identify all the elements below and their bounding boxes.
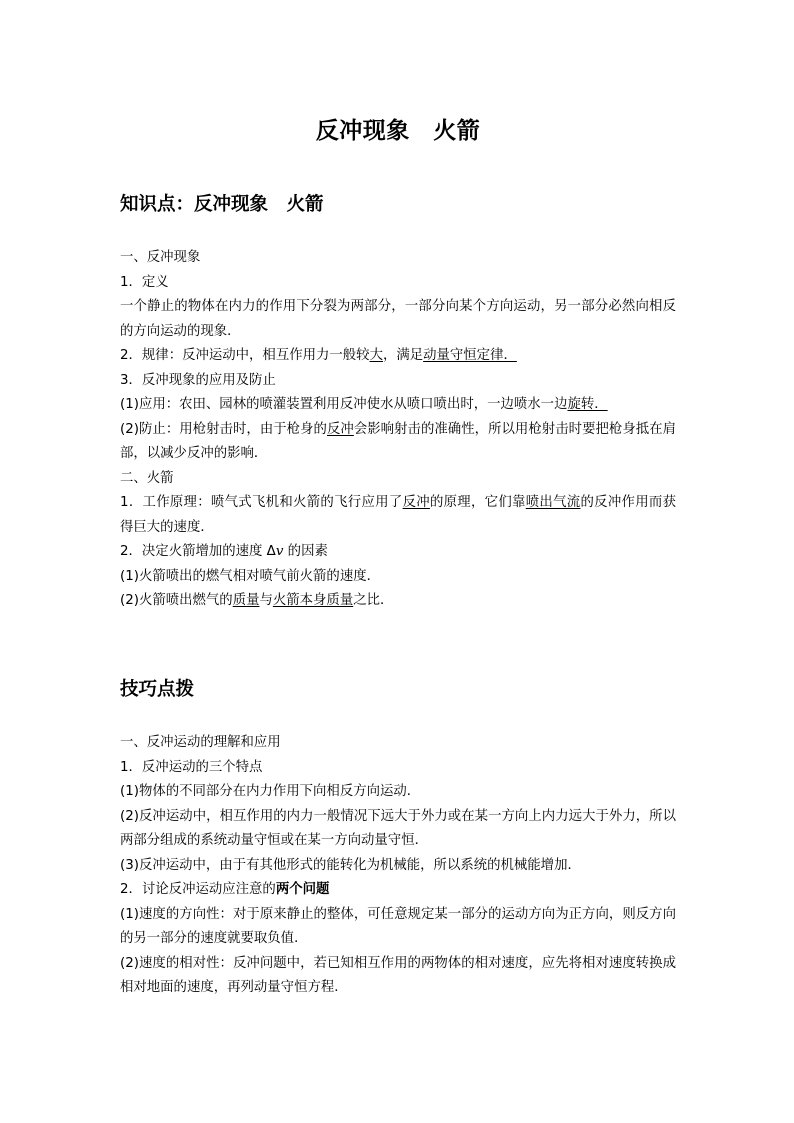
feature-three-text: (3)反冲运动中，由于有其他形式的能转化为机械能，所以系统的机械能增加． [120,857,581,873]
heading-application-prevention: 3．反冲现象的应用及防止 [120,372,276,388]
issues-bold-text: 两个问题 [275,882,330,897]
factors-text-part: 2．决定火箭增加的速度 Δ [120,544,276,559]
factor-text-part: (2)火箭喷出燃气的 [120,593,233,608]
application-text [120,393,676,418]
rule-text [120,344,676,369]
heading-two-issues [120,878,676,903]
issue-direction-text: (1)速度的方向性：对于原来静止的整体，可任意规定某一部分的运动方向为正方向，则反方向的另一部分的速度就要取负值． [120,906,676,946]
factor-two-text [120,589,676,614]
velocity-symbol: v [275,544,284,559]
principle-blank-jet: 喷出气流 [525,495,581,510]
prevention-text-part: 会影响射击的准确性，所以用枪射击时要把枪身抵在肩部，以减少反冲的影响． [120,421,677,461]
heading-recoil-understanding: 一、反冲运动的理解和应用 [120,735,281,750]
rule-blank-momentum: 动量守恒定律． [423,348,517,363]
heading-recoil-phenomenon: 一、反冲现象 [120,250,201,265]
factor-text-part: 与 [259,593,273,608]
rule-text-part: 2．规律：反冲运动中，相互作用力一般较 [120,348,370,363]
application-text-part: (1)应用：农田、园林的喷灌装置利用反冲使水从喷口喷出时，一边喷水一边 [120,397,568,412]
application-blank-rotate: 旋转． [567,397,608,412]
factor-blank-rocket-mass: 火箭本身质量 [272,593,354,608]
principle-text-part: 的反冲作用而获得巨大的速度． [120,495,677,535]
heading-definition: 1．定义 [120,274,169,290]
prevention-text-part: (2)防止：用枪射击时，由于枪身的 [120,421,327,437]
skills-body [120,731,676,1001]
principle-blank-recoil: 反冲 [402,495,430,510]
factor-text-part: 之比． [353,593,394,608]
factors-text-part: 的因素 [283,544,328,559]
feature-two-text: (2)反冲运动中，相互作用的内力一般情况下远大于外力或在某一方向上内力远大于外力，所以两部分组成的系统动量守恒或在某一方向动量守恒． [120,808,676,848]
section-heading-skills: 技巧点拨 [120,679,195,700]
feature-one-text: (1)物体的不同部分在内力作用下向相反方向运动． [120,784,421,799]
velocity-factors-heading [120,540,676,565]
definition-text: 一个静止的物体在内力的作用下分裂为两部分，一部分向某个方向运动，另一部分必然向相反的方向运动的现象． [120,299,676,339]
working-principle-text [120,491,676,540]
rule-text-part: ，满足 [382,348,424,363]
heading-rocket: 二、火箭 [120,470,174,486]
knowledge-body [120,246,676,614]
issues-text-part: 2．讨论反冲运动应注意的 [120,882,276,897]
section-heading-knowledge: 知识点：反冲现象 火箭 [120,194,324,215]
rule-blank-large: 大 [369,348,383,363]
prevention-text [120,418,676,467]
factor-one-text: (1)火箭喷出的燃气相对喷气前火箭的速度． [120,568,380,584]
principle-text-part: 的原理，它们靠 [429,495,526,510]
document-title: 反冲现象 火箭 [315,118,481,144]
prevention-blank-recoil: 反冲 [326,421,354,437]
heading-three-features: 1．反冲运动的三个特点 [120,759,263,775]
issue-relativity-text: (2)速度的相对性：反冲问题中，若已知相互作用的两物体的相对速度，应先将相对速度转换成相对地面的速度，再列动量守恒方程． [120,955,676,995]
factor-blank-mass: 质量 [232,593,260,608]
principle-text-part: 1．工作原理：喷气式飞机和火箭的飞行应用了 [120,495,403,510]
